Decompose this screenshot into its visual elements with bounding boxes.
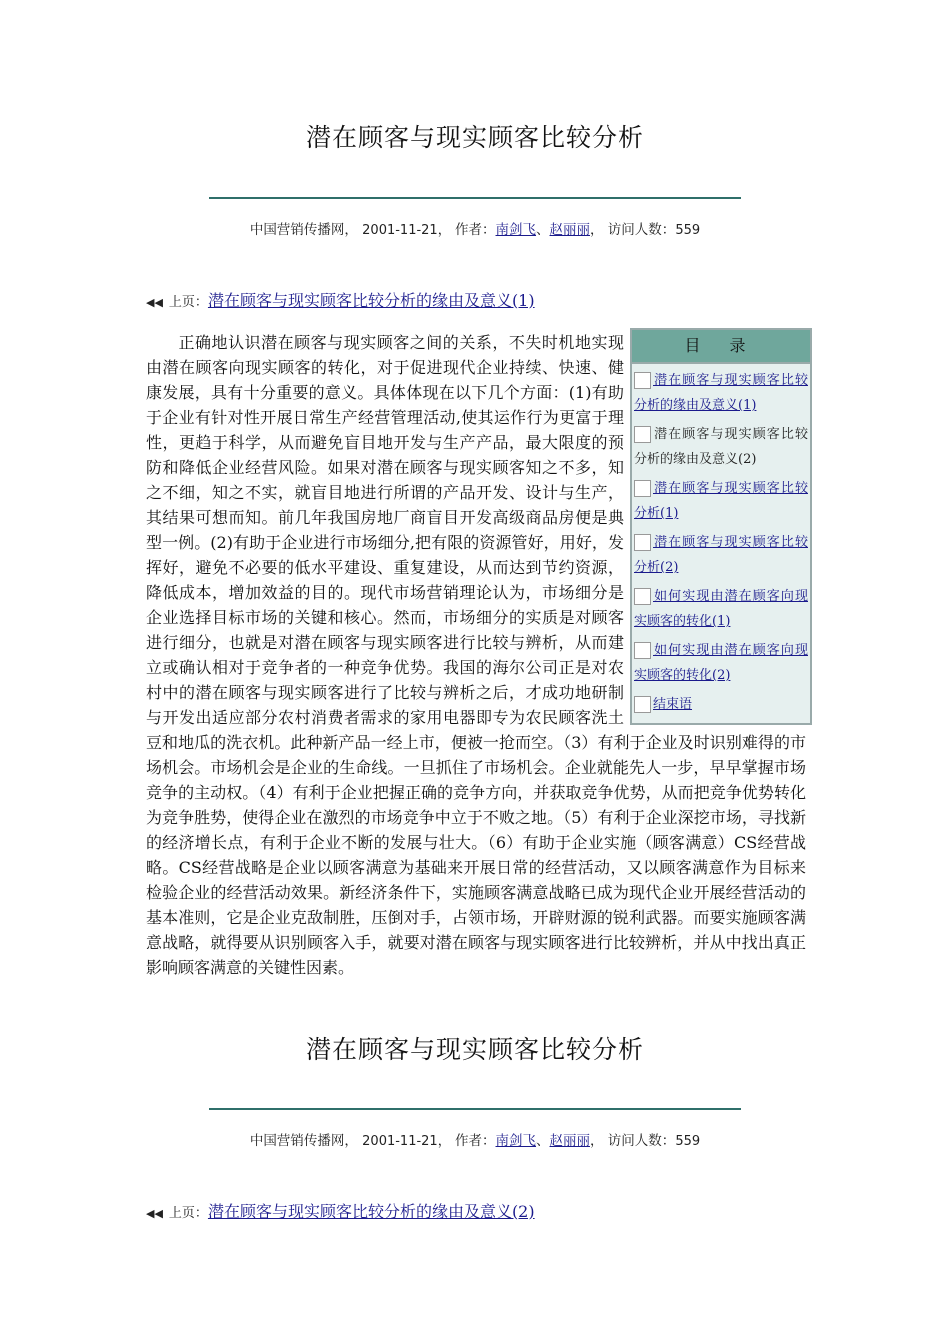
bullet-image-icon	[634, 534, 651, 551]
bullet-image-icon	[634, 480, 651, 497]
article-title-2: 潜在顾客与现实顾客比较分析	[305, 1035, 644, 1064]
bullet-image-icon	[634, 696, 651, 713]
double-left-arrow-icon: ◀◀	[146, 1207, 163, 1220]
title-divider	[209, 197, 741, 199]
meta-visits-label: ， 访问人数：	[590, 1133, 676, 1149]
meta-visits-label: ， 访问人数：	[590, 222, 676, 238]
toc-link-7[interactable]: 结束语	[653, 697, 693, 712]
toc-current-2: 潜在顾客与现实顾客比较分析的缘由及意义(2)	[634, 427, 808, 467]
prev-page-nav-2	[146, 1199, 535, 1222]
prev-page-label: 上页：	[168, 1206, 208, 1221]
meta-date: 2001-11-21，	[362, 223, 451, 238]
author-link-2[interactable]: 赵丽丽	[549, 1133, 591, 1149]
bullet-image-icon	[634, 372, 651, 389]
toc-link-3[interactable]: 潜在顾客与现实顾客比较分析(1)	[634, 481, 808, 521]
meta-date: 2001-11-21，	[362, 1134, 451, 1149]
prev-page-link[interactable]: 潜在顾客与现实顾客比较分析的缘由及意义(1)	[207, 291, 535, 310]
title-divider-2	[209, 1108, 741, 1110]
author-separator: 、	[536, 222, 550, 238]
toc-box	[630, 328, 812, 725]
toc-item[interactable]	[632, 526, 810, 580]
author-link-2[interactable]: 赵丽丽	[549, 222, 591, 238]
toc-link-4[interactable]: 潜在顾客与现实顾客比较分析(2)	[634, 535, 808, 575]
article-meta	[0, 218, 950, 238]
author-separator: 、	[536, 1133, 550, 1149]
meta-author-label: 作者：	[455, 222, 496, 238]
author-link-1[interactable]: 南剑飞	[495, 222, 537, 238]
body-paragraph: 正确地认识潜在顾客与现实顾客之间的关系，不失时机地实现由潜在顾客向现实顾客的转化，对于促进现代企业持续、快速、健康发展，具有十分重要的意义。具体体现在以下几个方面：(1)有助于企业有针对性开展日常生产经营管理活动,使其运作行为更富于理性，更趋于科学，从而避免盲目地开发与生产产品，最大限度的预防和降低企业经营风险。如果对潜在顾客与现实顾客知之不多，知之不细，知之不实，就盲目地进行所谓的产品开发、设计与生产，其结果可想而知。前几年我国房地厂商盲目开发高级商品房便是典型一例。(2)有助于企业进行市场细分,把有限的资源管好，用好，发挥好，避免不必要的低水平建设、重复建设，从而达到节约资源，降低成本，增加效益的目的。现代市场营销理论认为，市场细分是企业选择目标市场的关键和核心。然而，市场细分的实质是对顾客进行细分，也就是对潜在顾客与现实顾客进行比较与辨析，从而建立或确认相对于竞争者的一种竞争优势。我国的海尔公司正是对农村中的潜在顾客与现实顾客进行了比较与辨析之后，才成功地研制与开发出适应部分农村消费者需求的家用电器即专为农民顾客洗土豆和地瓜的洗衣机。此种新产品一经上市，便被一抢而空。（3）有利于企业及时识别难得的市场机会。市场机会是企业的生命线。一旦抓住了市场机会。企业就能先人一步，早早掌握市场竞争的主动权。（4）有利于企业把握正确的竞争方向，并获取竞争优势，从而把竞争优势转化为竞争胜势，使得企业在激烈的市场竞争中立于不败之地。（5）有利于企业深挖市场，寻找新的经济增长点，有利于企业不断的发展与壮大。（6）有助于企业实施（顾客满意）CS经营战略。CS经营战略是企业以顾客满意为基础来开展日常的经营活动，又以顾客满意作为目标来检验企业的经营活动效果。新经济条件下，实施顾客满意战略已成为现代企业开展经营活动的基本准则，它是企业克敌制胜，压倒对手，占领市场，开辟财源的锐利武器。而要实施顾客满意战略，就得要从识别顾客入手，就要对潜在顾客与现实顾客进行比较辨析，并从中找出真正影响顾客满意的关键性因素。	[146, 333, 806, 977]
toc-item[interactable]	[632, 580, 810, 634]
toc-item[interactable]	[632, 472, 810, 526]
toc-item[interactable]	[632, 688, 810, 723]
author-link-1[interactable]: 南剑飞	[495, 1133, 537, 1149]
article-body	[146, 330, 806, 980]
meta-visits: 559	[675, 223, 701, 238]
prev-page-label: 上页：	[168, 295, 208, 310]
article-meta-2	[0, 1129, 950, 1149]
toc-item-current	[632, 418, 810, 472]
toc-item[interactable]	[632, 634, 810, 688]
double-left-arrow-icon: ◀◀	[146, 296, 163, 309]
bullet-image-icon	[634, 588, 651, 605]
toc-link-5[interactable]: 如何实现由潜在顾客向现实顾客的转化(1)	[634, 589, 808, 629]
prev-page-link[interactable]: 潜在顾客与现实顾客比较分析的缘由及意义(2)	[207, 1202, 535, 1221]
toc-link-1[interactable]: 潜在顾客与现实顾客比较分析的缘由及意义(1)	[634, 373, 808, 413]
meta-author-label: 作者：	[455, 1133, 496, 1149]
prev-page-nav	[146, 288, 535, 311]
bullet-image-icon	[634, 642, 651, 659]
toc-link-6[interactable]: 如何实现由潜在顾客向现实顾客的转化(2)	[634, 643, 808, 683]
meta-source: 中国营销传播网，	[249, 222, 358, 238]
article-title: 潜在顾客与现实顾客比较分析	[305, 123, 644, 152]
toc-heading: 目 录	[632, 330, 810, 364]
toc-item[interactable]	[632, 364, 810, 418]
meta-visits: 559	[675, 1134, 701, 1149]
meta-source: 中国营销传播网，	[249, 1133, 358, 1149]
bullet-image-icon	[634, 426, 651, 443]
